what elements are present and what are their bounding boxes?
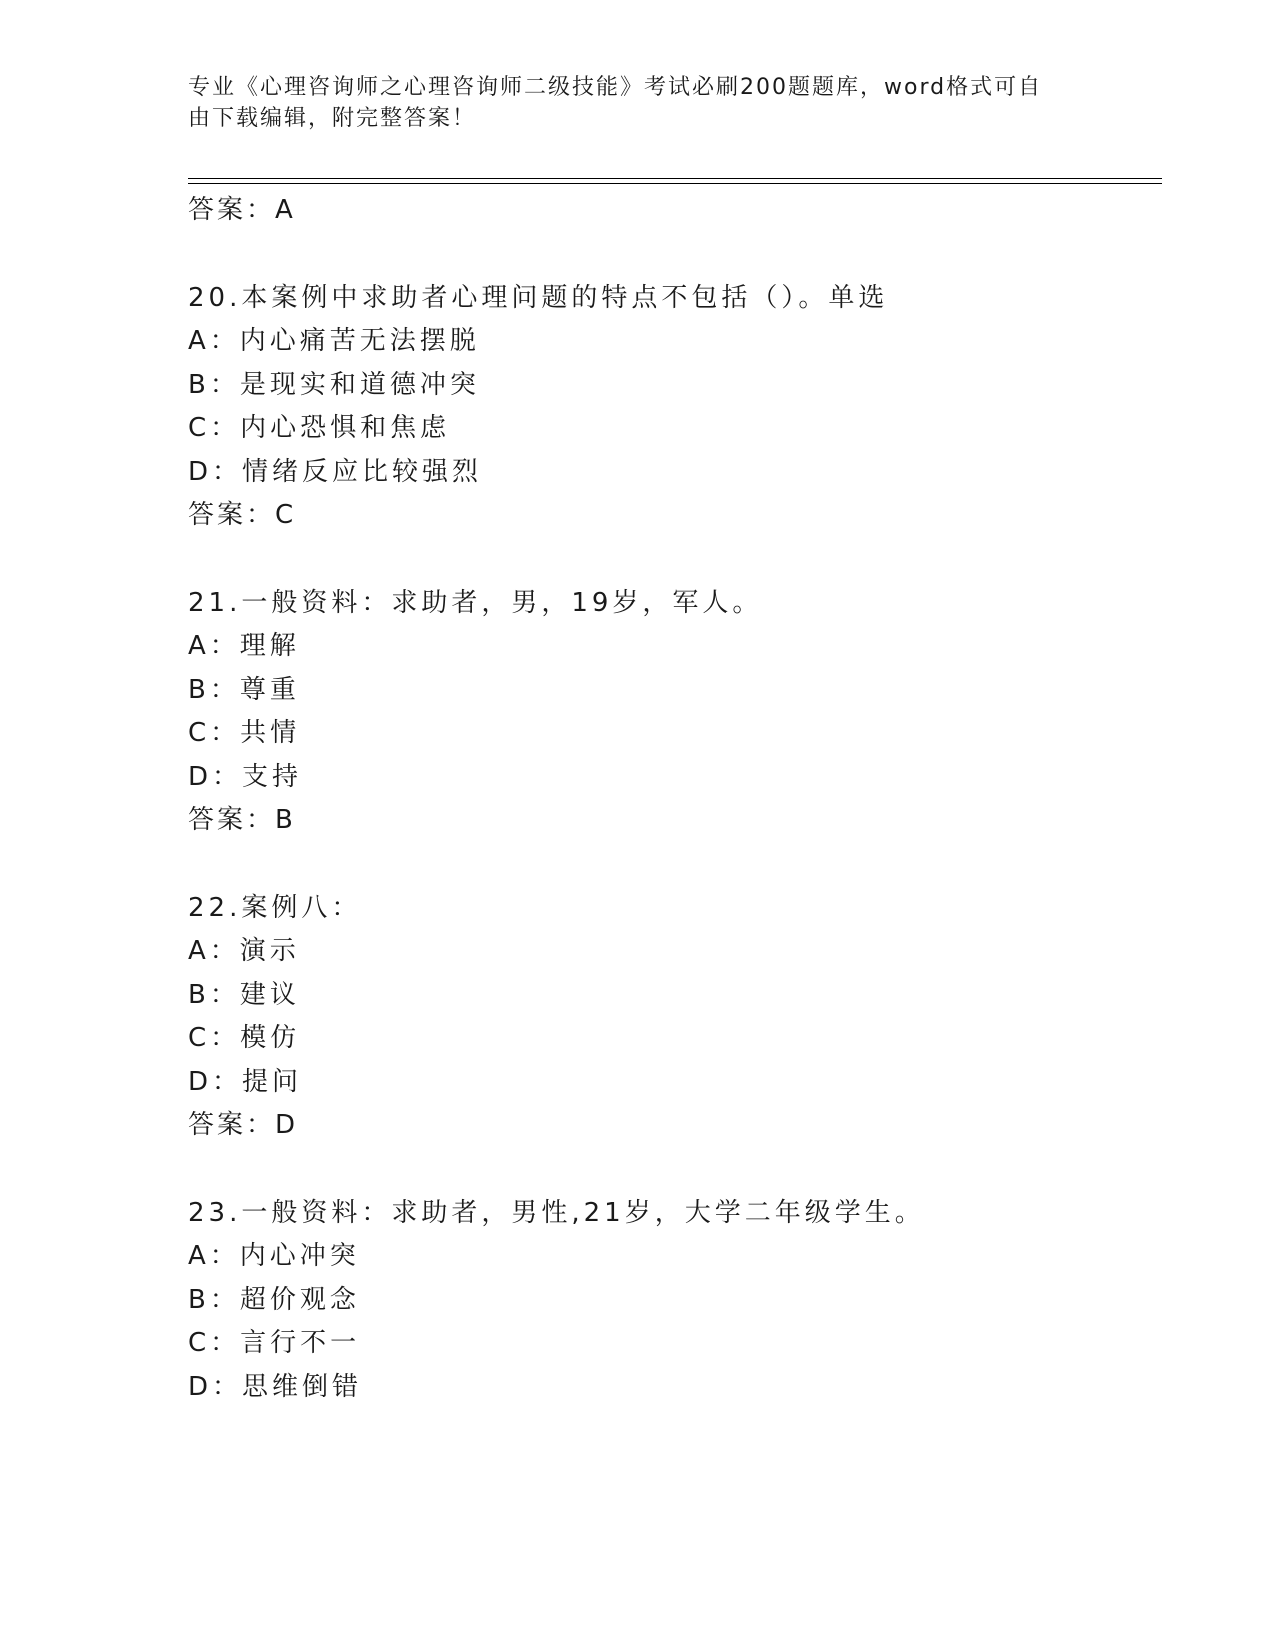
question-21-answer: 答案：B — [188, 805, 296, 835]
question-23-option-c: C：言行不一 — [188, 1328, 361, 1358]
answer-prev: 答案：A — [188, 195, 296, 225]
question-23-option-b: B：超价观念 — [188, 1285, 360, 1315]
question-23-option-a: A：内心冲突 — [188, 1241, 360, 1271]
question-21-option-d: D：支持 — [188, 762, 303, 792]
question-22-option-b: B：建议 — [188, 980, 300, 1010]
question-22-stem: 22.案例八： — [188, 893, 362, 923]
question-22-option-d: D：提问 — [188, 1067, 303, 1097]
header-line-2: 由下载编辑，附完整答案！ — [188, 106, 477, 131]
question-21-option-b: B：尊重 — [188, 675, 300, 705]
header-line-1: 专业《心理咨询师之心理咨询师二级技能》考试必刷200题题库，word格式可自 — [188, 75, 1043, 100]
question-23-option-d: D：思维倒错 — [188, 1372, 363, 1402]
question-20-answer: 答案：C — [188, 500, 297, 530]
question-22-answer: 答案：D — [188, 1110, 299, 1140]
question-20-stem: 20.本案例中求助者心理问题的特点不包括（）。单选 — [188, 283, 889, 313]
header-divider-bottom — [188, 183, 1162, 184]
question-20-option-d: D：情绪反应比较强烈 — [188, 457, 483, 487]
question-21-option-c: C：共情 — [188, 718, 301, 748]
question-21-stem: 21.一般资料：求助者，男，19岁，军人。 — [188, 588, 763, 618]
question-20-option-a: A：内心痛苦无法摆脱 — [188, 326, 480, 356]
document-header — [188, 72, 1068, 134]
header-divider-top — [188, 178, 1162, 179]
question-20-option-b: B：是现实和道德冲突 — [188, 370, 480, 400]
question-20-option-c: C：内心恐惧和焦虑 — [188, 413, 451, 443]
question-23-stem: 23.一般资料：求助者，男性,21岁，大学二年级学生。 — [188, 1198, 925, 1228]
question-22-option-c: C：模仿 — [188, 1023, 301, 1053]
question-22-option-a: A：演示 — [188, 936, 300, 966]
question-21-option-a: A：理解 — [188, 631, 300, 661]
